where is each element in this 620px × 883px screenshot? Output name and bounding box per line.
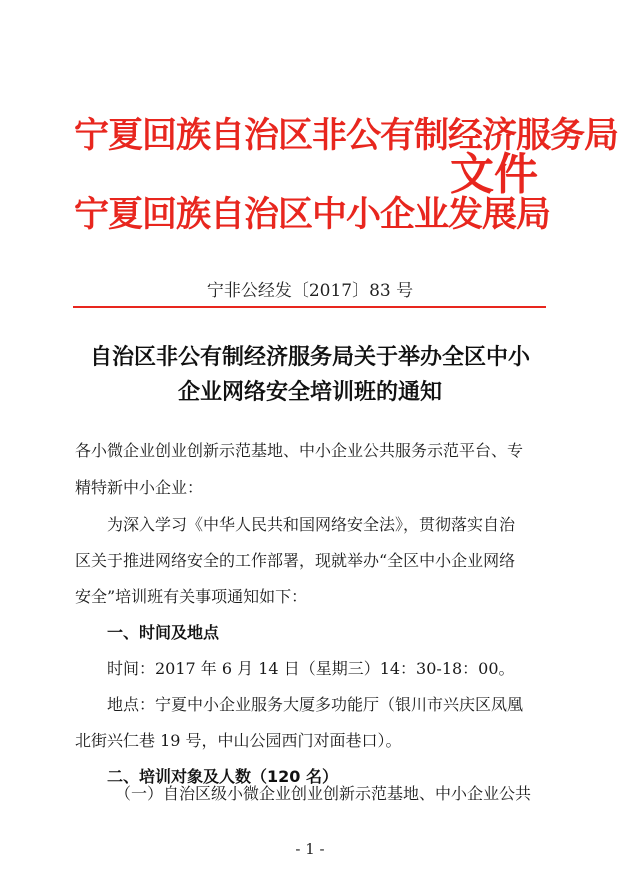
document-header bbox=[0, 0, 620, 260]
document-word: 文件 bbox=[450, 149, 538, 200]
intro-line-3: 安全”培训班有关事项通知如下： bbox=[75, 587, 308, 606]
page-number: - 1 - bbox=[295, 840, 325, 858]
agency-name-line-1: 宁夏回族自治区非公有制经济服务局 bbox=[74, 115, 619, 156]
agency-name-line-2: 宁夏回族自治区中小企业发展局 bbox=[74, 194, 551, 235]
section-2-heading: 二、培训对象及人数（120 名） bbox=[107, 767, 338, 786]
time-line: 时间：2017 年 6 月 14 日（星期三）14：30-18：00。 bbox=[107, 659, 515, 678]
notice-title-line-1: 自治区非公有制经济服务局关于举办全区中小 bbox=[89, 345, 530, 370]
red-divider-line bbox=[73, 306, 546, 308]
place-line-2: 北街兴仁巷 19 号，中山公园西门对面巷口）。 bbox=[75, 731, 402, 750]
item-1-line: （一）自治区级小微企业创业创新示范基地、中小企业公共 bbox=[115, 784, 532, 803]
intro-line-2: 区关于推进网络安全的工作部署，现就举办“全区中小企业网络 bbox=[75, 551, 516, 570]
recipients-line-1: 各小微企业创业创新示范基地、中小企业公共服务示范平台、专 bbox=[75, 441, 524, 460]
section-1-heading: 一、时间及地点 bbox=[107, 623, 220, 642]
document-number: 宁非公经发〔2017〕83 号 bbox=[206, 281, 414, 301]
place-line-1: 地点：宁夏中小企业服务大厦多功能厅（银川市兴庆区凤凰 bbox=[107, 695, 524, 714]
intro-line-1: 为深入学习《中华人民共和国网络安全法》，贯彻落实自治 bbox=[107, 515, 516, 534]
recipients-line-2: 精特新中小企业： bbox=[75, 478, 204, 497]
notice-title-line-2: 企业网络安全培训班的通知 bbox=[177, 380, 442, 405]
